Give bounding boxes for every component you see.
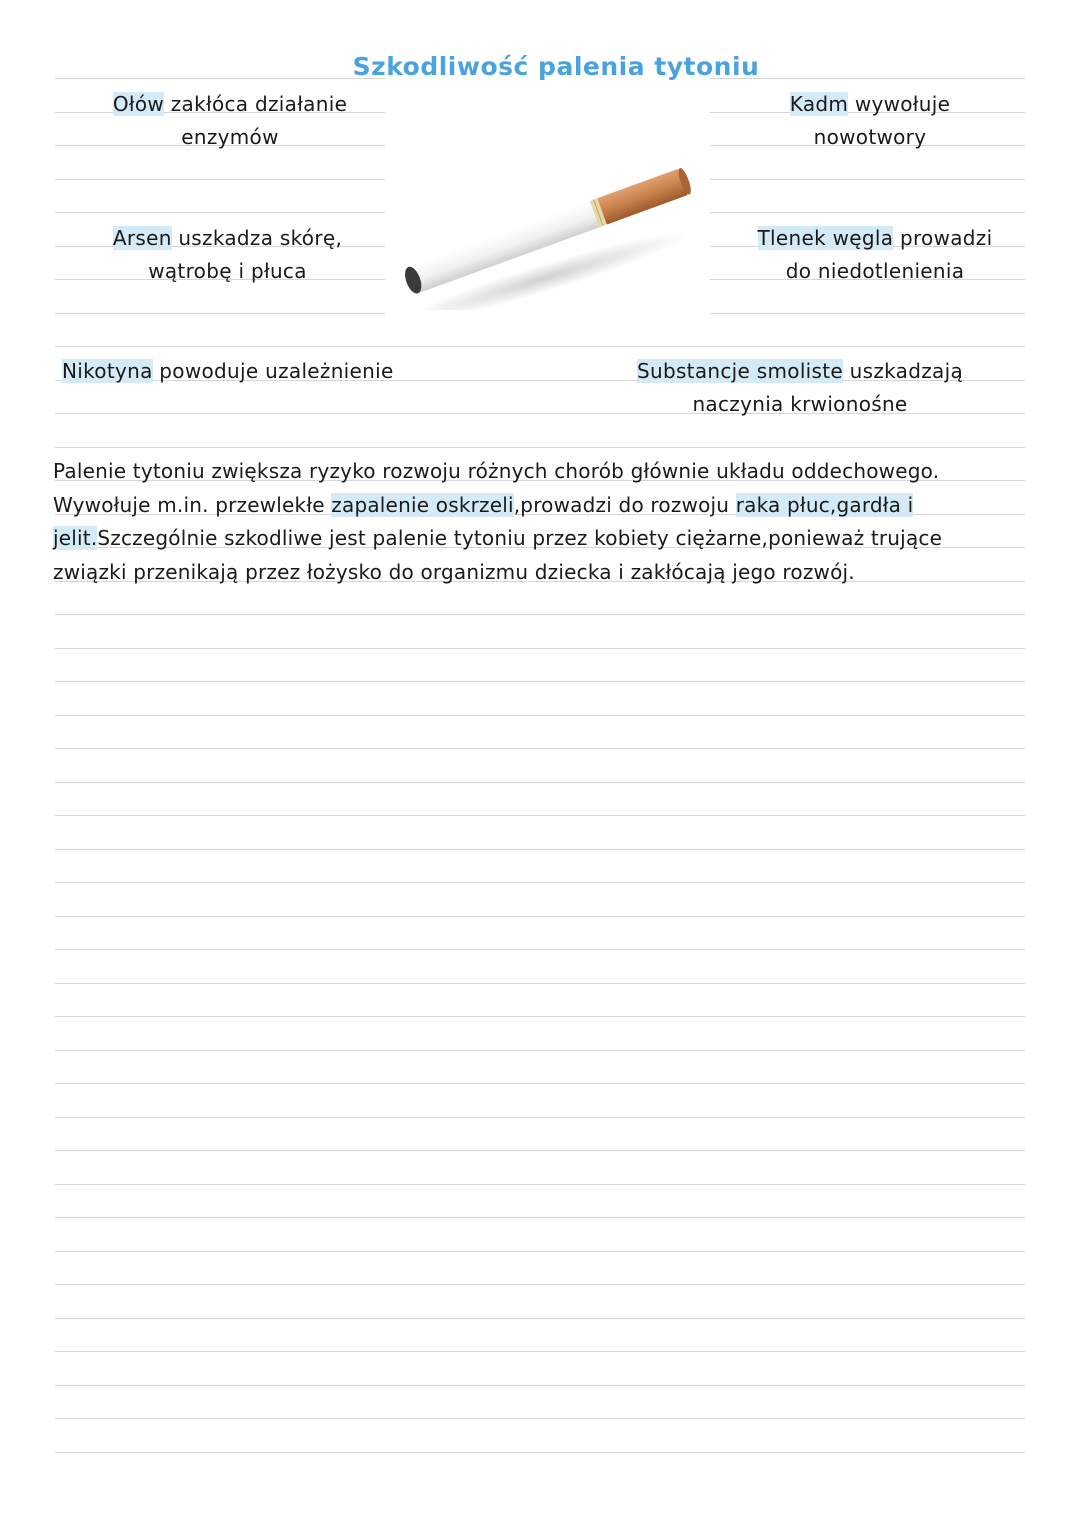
note-olow <box>100 88 360 154</box>
note-arsen-text: uszkadza skórę, <box>171 226 343 250</box>
ruled-line <box>55 1184 1025 1185</box>
ruled-line <box>55 715 1025 716</box>
ruled-line <box>55 1351 1025 1352</box>
note-arsen-line2: wątrobę i płuca <box>148 259 307 283</box>
note-smoliste-line2: naczynia krwionośne <box>692 392 908 416</box>
cigarette-image <box>395 150 705 310</box>
ruled-line <box>55 849 1025 850</box>
ruled-line <box>55 1117 1025 1118</box>
ruled-line <box>55 447 1025 448</box>
note-arsen <box>95 222 360 288</box>
ruled-line <box>55 681 1025 682</box>
ruled-line <box>710 212 1025 213</box>
note-kadm-line2: nowotwory <box>813 125 927 149</box>
term-olow: Ołów <box>112 92 165 116</box>
paragraph-text-3: Szczególnie szkodliwe jest palenie tytoniu przez kobiety ciężarne,ponieważ trujące związki przenikają przez łożysko do organizmu dziecka i zakłócają jego rozwój. <box>53 526 943 584</box>
note-kadm-text: wywołuje <box>848 92 951 116</box>
note-nikotyna-text: powoduje uzależnienie <box>152 359 394 383</box>
paragraph-text-1: Palenie tytoniu zwiększa ryzyko rozwoju różnych chorób głównie układu oddechowego. Wywołuje m.in. przewlekłe <box>53 459 940 517</box>
note-tlenek <box>745 222 1005 288</box>
ruled-line <box>55 949 1025 950</box>
ruled-line <box>55 748 1025 749</box>
ruled-line <box>55 313 385 314</box>
ruled-line <box>55 1050 1025 1051</box>
ruled-line <box>55 1452 1025 1453</box>
ruled-line <box>55 346 1025 347</box>
ruled-line <box>55 614 1025 615</box>
note-tlenek-text: prowadzi <box>893 226 993 250</box>
ruled-line <box>55 1251 1025 1252</box>
term-arsen: Arsen <box>112 226 172 250</box>
ruled-line <box>710 313 1025 314</box>
term-smoliste: Substancje smoliste <box>637 359 843 383</box>
note-nikotyna <box>62 355 442 388</box>
note-olow-text: zakłóca działanie <box>164 92 348 116</box>
ruled-line <box>710 179 1025 180</box>
ruled-line <box>55 782 1025 783</box>
ruled-line <box>55 983 1025 984</box>
note-smoliste-text: uszkadzają <box>843 359 963 383</box>
ruled-line <box>55 1418 1025 1419</box>
ruled-line <box>55 1318 1025 1319</box>
term-tlenek: Tlenek węgla <box>757 226 894 250</box>
ruled-line <box>55 212 385 213</box>
note-tlenek-line2: do niedotlenienia <box>785 259 965 283</box>
paragraph-text-2: ,prowadzi do rozwoju <box>513 492 736 517</box>
highlight-raka: raka płuc,gardła i jelit. <box>53 492 914 550</box>
ruled-line <box>55 1016 1025 1017</box>
ruled-line <box>55 179 385 180</box>
ruled-line <box>55 1284 1025 1285</box>
page-title: Szkodliwość palenia tytoniu <box>352 52 760 81</box>
ruled-line <box>55 648 1025 649</box>
note-olow-line2: enzymów <box>181 125 279 149</box>
note-kadm <box>760 88 980 154</box>
ruled-line <box>55 815 1025 816</box>
ruled-line <box>55 882 1025 883</box>
term-kadm: Kadm <box>789 92 849 116</box>
main-paragraph <box>53 455 1013 589</box>
ruled-line <box>55 1150 1025 1151</box>
ruled-line <box>55 1217 1025 1218</box>
ruled-line <box>55 1385 1025 1386</box>
note-smoliste <box>620 355 980 421</box>
term-nikotyna: Nikotyna <box>62 359 153 383</box>
ruled-line <box>55 1083 1025 1084</box>
ruled-line <box>55 916 1025 917</box>
highlight-zapalenie: zapalenie oskrzeli <box>331 492 514 517</box>
